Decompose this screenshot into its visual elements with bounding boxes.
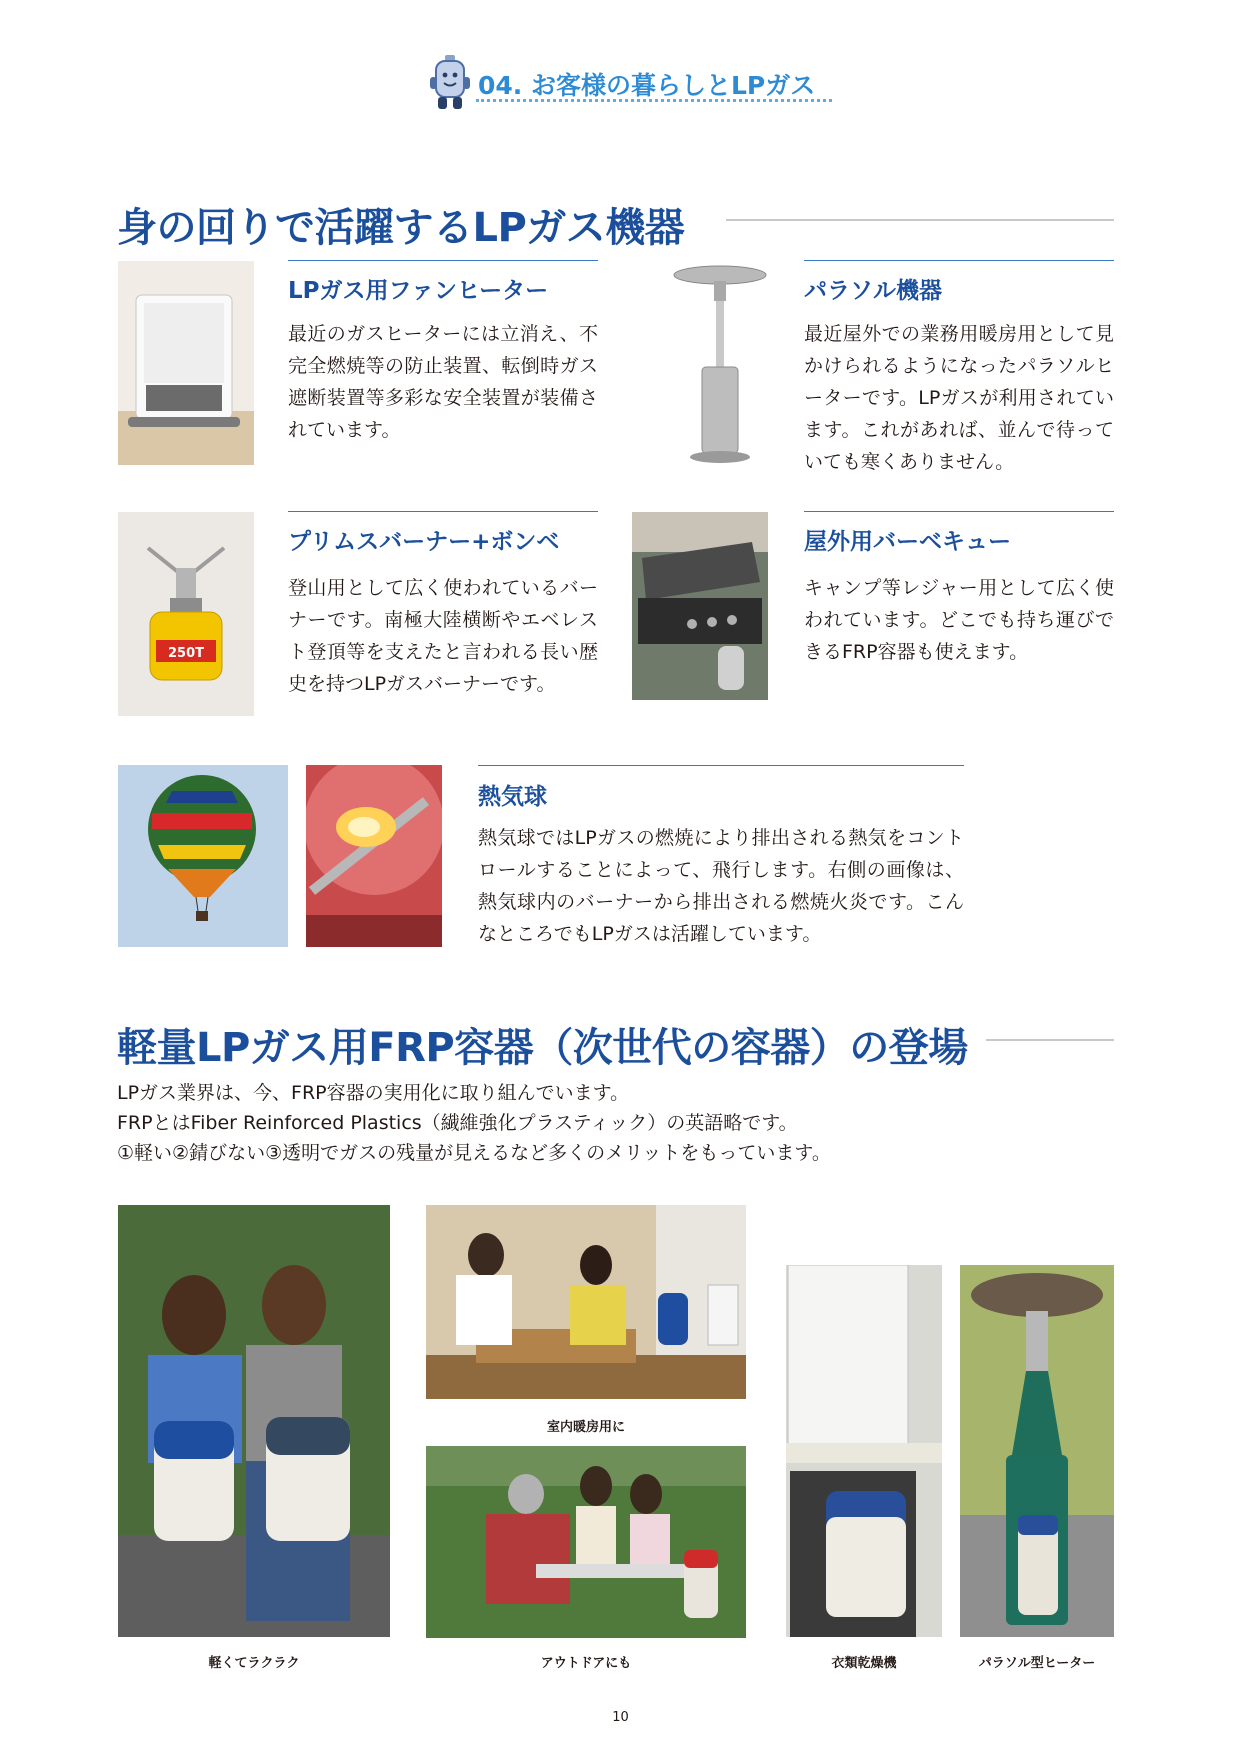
parasol-type-heater-photo — [960, 1265, 1114, 1637]
indoor-heating-photo — [426, 1205, 746, 1399]
bbq-text: キャンプ等レジャー用として広く使われています。どこでも持ち運びできるFRP容器も使えます。 — [804, 577, 1114, 663]
mascot-icon — [428, 53, 472, 111]
primus-burner-photo — [118, 512, 254, 716]
section2-rule — [986, 1039, 1114, 1041]
caption-light: 軽くてラクラク — [208, 1656, 300, 1671]
intro-line-2: FRPとはFiber Reinforced Plastics（繊維強化プラスティック）の英語略です。 — [117, 1112, 798, 1134]
section1-title: 身の回りで活躍するLPガス機器 — [117, 205, 685, 251]
dryer-photo — [786, 1265, 942, 1637]
section2-title: 軽量LPガス用FRP容器（次世代の容器）の登場 — [117, 1025, 968, 1071]
bbq-rule — [804, 511, 1114, 512]
caption-parasol: パラソル型ヒーター — [978, 1656, 1096, 1671]
balloon-text: 熱気球ではLPガスの燃焼により排出される熱気をコントロールすることによって、飛行します。右側の画像は、熱気球内のバーナーから排出される燃焼火炎です。こんなところでもLPガスは活躍しています。 — [478, 827, 964, 945]
caption-dryer: 衣類乾燥機 — [831, 1656, 897, 1671]
balloon-photo — [118, 765, 288, 947]
page-number: 10 — [612, 1710, 629, 1725]
outdoor-photo — [426, 1446, 746, 1638]
gas-can-label: 250T — [167, 646, 205, 661]
primus-rule — [288, 511, 598, 512]
fan-heater-photo — [118, 261, 254, 465]
parasol-title: パラソル機器 — [804, 278, 942, 304]
primus-title: プリムスバーナー+ボンベ — [288, 529, 560, 555]
burner-flame-photo — [306, 765, 442, 947]
chapter-underline — [476, 99, 832, 102]
fan-heater-title: LPガス用ファンヒーター — [288, 278, 549, 304]
frp-carry-photo — [118, 1205, 390, 1637]
parasol-text: 最近屋外での業務用暖房用として見かけられるようになったパラソルヒーターです。LPガスが利用されています。これがあれば、並んで待っていても寒くありません。 — [804, 323, 1114, 473]
primus-text: 登山用として広く使われているバーナーです。南極大陸横断やエベレスト登頂等を支えたと言われる長い歴史を持つLPガスバーナーです。 — [288, 577, 598, 695]
bbq-photo — [632, 512, 768, 700]
intro-line-3: ①軽い②錆びない③透明でガスの残量が見えるなど多くのメリットをもっています。 — [117, 1142, 831, 1164]
parasol-heater-photo — [652, 261, 788, 469]
chapter-title: 04. お客様の暮らしとLPガス — [478, 71, 816, 100]
fan-heater-text: 最近のガスヒーターには立消え、不完全燃焼等の防止装置、転倒時ガス遮断装置等多彩な安全装置が装備されています。 — [288, 323, 598, 441]
balloon-title: 熱気球 — [478, 784, 547, 810]
fan-heater-rule — [288, 260, 598, 261]
intro-line-1: LPガス業界は、今、FRP容器の実用化に取り組んでいます。 — [117, 1082, 630, 1104]
bbq-title: 屋外用バーベキュー — [804, 529, 1011, 555]
section1-rule — [726, 219, 1114, 221]
caption-indoor: 室内暖房用に — [546, 1420, 625, 1435]
parasol-rule — [804, 260, 1114, 261]
balloon-rule — [478, 765, 964, 766]
caption-outdoor: アウトドアにも — [540, 1656, 632, 1671]
